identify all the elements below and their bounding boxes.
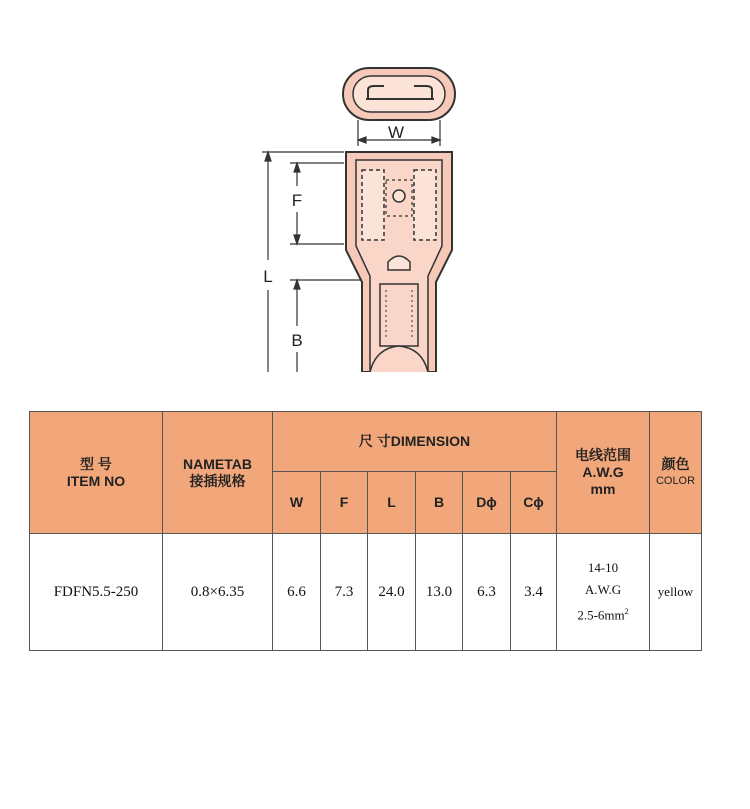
table-row bbox=[30, 534, 702, 651]
dimension-f-label: F bbox=[291, 191, 303, 210]
header-f: F bbox=[321, 472, 368, 534]
header-item-cn: 型 号 bbox=[80, 455, 112, 472]
terminal-body bbox=[346, 152, 452, 372]
header-wire-awg: A.W.G bbox=[582, 464, 624, 480]
cell-wire-mm bbox=[557, 601, 649, 626]
header-nametab bbox=[163, 412, 273, 534]
cell-l: 24.0 bbox=[368, 534, 416, 651]
header-item-no bbox=[30, 412, 163, 534]
header-c-phi: Cϕ bbox=[511, 472, 557, 534]
header-wire-mm: mm bbox=[590, 481, 616, 497]
header-nametab-en: NAMETAB bbox=[183, 455, 252, 472]
cell-d-phi: 6.3 bbox=[463, 534, 511, 651]
header-w: W bbox=[273, 472, 321, 534]
cell-wire-mm-range: 2.5-6mm bbox=[577, 607, 625, 623]
header-b: B bbox=[416, 472, 463, 534]
end-view bbox=[343, 68, 455, 120]
spec-table bbox=[29, 411, 702, 651]
header-wire-range bbox=[557, 412, 650, 534]
header-color-en: COLOR bbox=[655, 474, 696, 487]
dimension-w-label: W bbox=[387, 123, 405, 142]
cell-f: 7.3 bbox=[321, 534, 368, 651]
dimension-b bbox=[290, 280, 362, 372]
header-wire-cn: 电线范围 bbox=[575, 447, 631, 463]
cell-c-phi: 3.4 bbox=[511, 534, 557, 651]
cell-wire-awg-label: A.W.G bbox=[584, 582, 622, 598]
cell-w: 6.6 bbox=[273, 534, 321, 651]
cell-b: 13.0 bbox=[416, 534, 463, 651]
cell-nametab: 0.8×6.35 bbox=[163, 534, 273, 651]
dimension-l-label: L bbox=[263, 267, 273, 286]
header-color bbox=[650, 412, 702, 534]
header-nametab-cn: 接插规格 bbox=[189, 472, 246, 489]
cell-color: yellow bbox=[650, 534, 702, 651]
dimension-b-label: B bbox=[291, 331, 303, 350]
cell-wire-awg-range: 14-10 bbox=[587, 560, 619, 576]
header-d-phi: Dϕ bbox=[463, 472, 511, 534]
cell-item-no: FDFN5.5-250 bbox=[30, 534, 163, 651]
header-l: L bbox=[368, 472, 416, 534]
header-dimension: 尺 寸DIMENSION bbox=[273, 412, 557, 472]
terminal-drawing bbox=[0, 0, 750, 372]
header-color-cn: 颜色 bbox=[661, 455, 690, 472]
cell-wire-range bbox=[557, 534, 650, 651]
cell-wire-mm-sup: 2 bbox=[624, 607, 629, 617]
dimension-l bbox=[262, 152, 344, 372]
header-item-en: ITEM NO bbox=[66, 472, 126, 489]
